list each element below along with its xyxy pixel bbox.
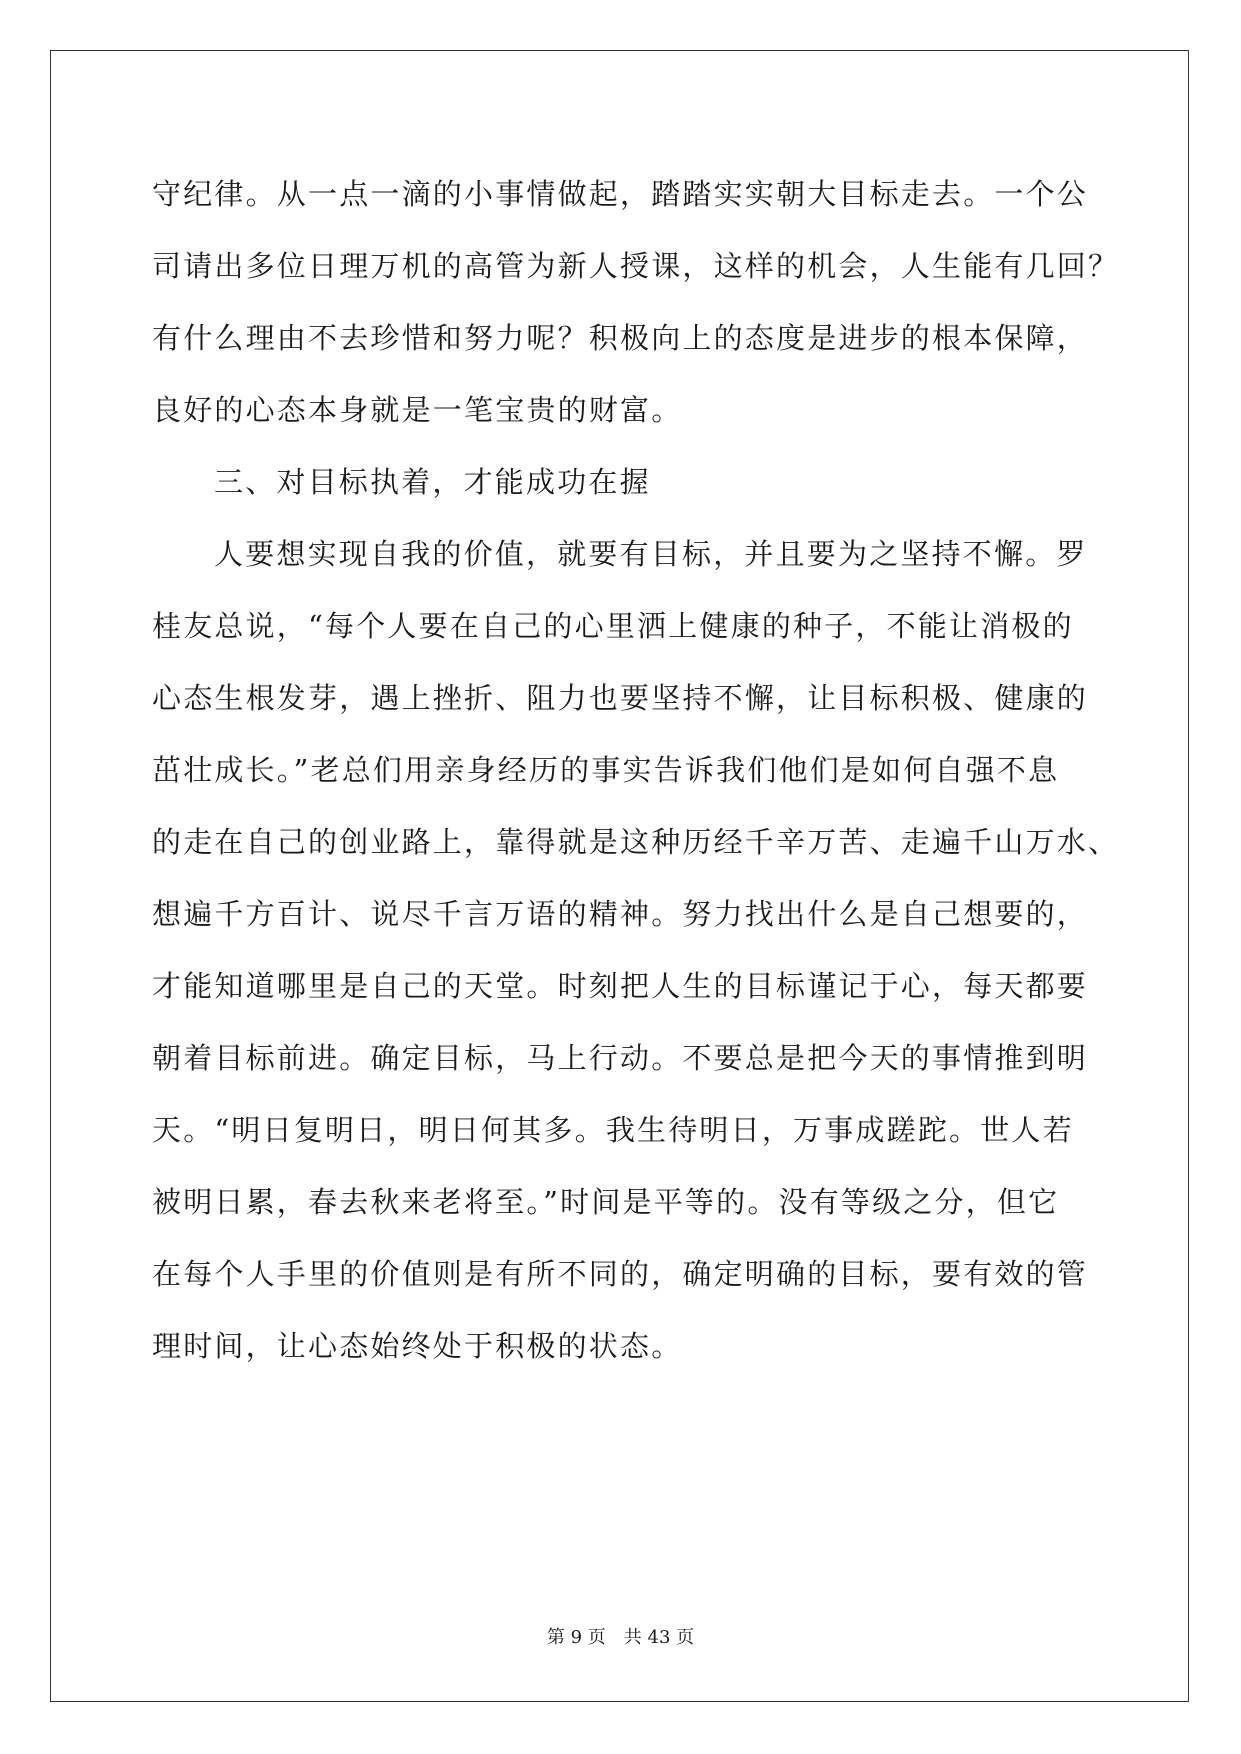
- page-number-footer: 第 9 页 共 43 页: [546, 1627, 695, 1648]
- text-line: 朝着目标前进。确定目标，马上行动。不要总是把今天的事情推到明: [152, 1041, 1089, 1075]
- text-line: 心态生根发芽，遇上挫折、阻力也要坚持不懈，让目标积极、健康的: [152, 681, 1089, 715]
- text-line: 想遍千方百计、说尽千言万语的精神。努力找出什么是自己想要的，: [152, 897, 1089, 931]
- text-line: 才能知道哪里是自己的天堂。时刻把人生的目标谨记于心，每天都要: [152, 969, 1089, 1003]
- text-line: 理时间，让心态始终处于积极的状态。: [152, 1329, 683, 1363]
- text-line: 在每个人手里的价值则是有所不同的，确定明确的目标，要有效的管: [152, 1257, 1089, 1291]
- text-line: 有什么理由不去珍惜和努力呢？积极向上的态度是进步的根本保障，: [152, 321, 1089, 355]
- document-body: [152, 158, 1120, 1382]
- text-line: 三、对目标执着，才能成功在握: [214, 465, 651, 499]
- text-line: 司请出多位日理万机的高管为新人授课，这样的机会，人生能有几回？: [152, 249, 1120, 283]
- text-line: 被明日累，春去秋来老将至。”时间是平等的。没有等级之分，但它: [152, 1185, 1060, 1219]
- text-line: 守纪律。从一点一滴的小事情做起，踏踏实实朝大目标走去。一个公: [152, 177, 1089, 211]
- text-line: 良好的心态本身就是一笔宝贵的财富。: [152, 393, 683, 427]
- text-line: 的走在自己的创业路上，靠得就是这种历经千辛万苦、走遍千山万水、: [152, 825, 1120, 859]
- text-line: 桂友总说，“每个人要在自己的心里洒上健康的种子，不能让消极的: [152, 609, 1074, 643]
- text-line: 人要想实现自我的价值，就要有目标，并且要为之坚持不懈。罗: [214, 537, 1088, 571]
- text-line: 天。“明日复明日，明日何其多。我生待明日，万事成蹉跎。世人若: [152, 1113, 1074, 1147]
- text-line: 茁壮成长。”老总们用亲身经历的事实告诉我们他们是如何自强不息: [152, 753, 1060, 787]
